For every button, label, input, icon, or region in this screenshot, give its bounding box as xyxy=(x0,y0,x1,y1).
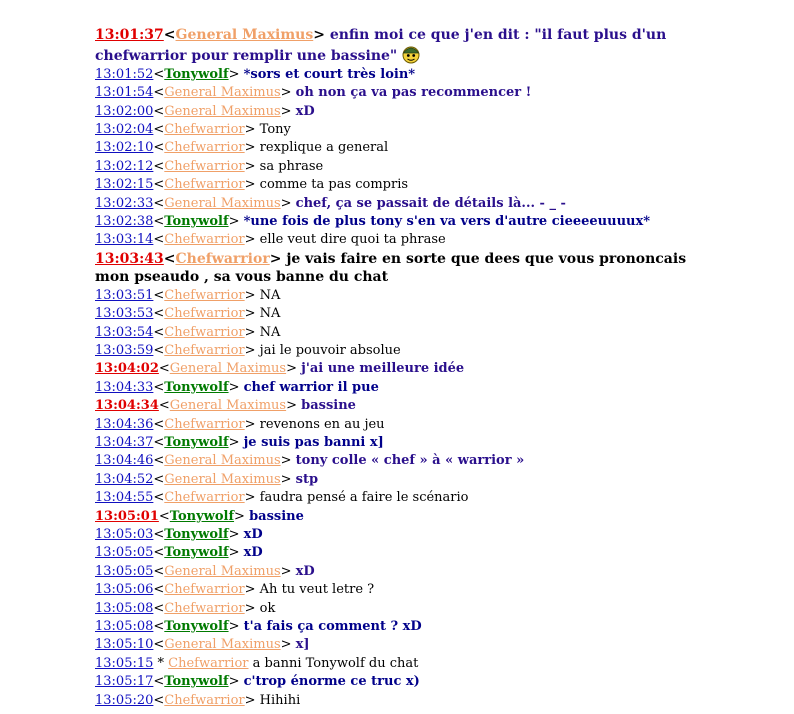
message-timestamp[interactable]: 13:04:52 xyxy=(95,471,154,487)
chat-message: 13:02:12<Chefwarrior> sa phrase xyxy=(95,158,324,174)
chat-message: 13:01:52<Tonywolf> *sors et court très loin* xyxy=(95,66,416,82)
army-helmet-smiley-icon xyxy=(401,44,421,64)
message-timestamp[interactable]: 13:03:59 xyxy=(95,342,154,358)
message-text: oh non ça va pas recommencer ! xyxy=(295,85,532,101)
message-nick[interactable]: General Maximus xyxy=(169,398,287,414)
message-text: rexplique a general xyxy=(259,140,389,156)
message-timestamp[interactable]: 13:05:15 xyxy=(95,655,154,671)
chat-message: 13:04:55<Chefwarrior> faudra pensé a faire le scénario xyxy=(95,490,469,506)
message-nick[interactable]: Chefwarrior xyxy=(164,287,245,303)
message-nick[interactable]: General Maximus xyxy=(164,103,281,119)
message-nick[interactable]: Tonywolf xyxy=(164,674,229,690)
message-nick[interactable]: General Maximus xyxy=(169,361,287,377)
message-nick[interactable]: General Maximus xyxy=(164,195,281,211)
message-timestamp[interactable]: 13:04:55 xyxy=(95,490,154,506)
chat-message: 13:04:02<General Maximus> j'ai une meilleure idée xyxy=(95,361,465,377)
chat-message: 13:05:08<Chefwarrior> ok xyxy=(95,600,276,616)
message-timestamp[interactable]: 13:01:37 xyxy=(95,27,164,43)
chat-message: 13:05:08<Tonywolf> t'a fais ça comment ? xD xyxy=(95,619,422,634)
chat-message: 13:04:37<Tonywolf> je suis pas banni x] xyxy=(95,434,384,450)
message-nick[interactable]: Chefwarrior xyxy=(164,416,245,432)
message-nick[interactable]: General Maximus xyxy=(164,471,281,487)
message-timestamp[interactable]: 13:05:03 xyxy=(95,526,154,542)
chat-message: 13:02:00<General Maximus> xD xyxy=(95,103,315,119)
message-timestamp[interactable]: 13:01:52 xyxy=(95,66,154,82)
chat-message: 13:01:54<General Maximus> oh non ça va pas recommencer ! xyxy=(95,85,532,101)
chat-message: 13:04:34<General Maximus> bassine xyxy=(95,398,356,414)
message-text: jai le pouvoir absolue xyxy=(259,342,401,358)
message-nick[interactable]: General Maximus xyxy=(164,85,281,101)
message-timestamp[interactable]: 13:02:10 xyxy=(95,140,154,156)
chat-message: 13:05:05<Tonywolf> xD xyxy=(95,545,263,561)
message-text: tony colle « chef » à « warrior » xyxy=(295,453,525,469)
message-text: t'a fais ça comment ? xD xyxy=(243,619,422,634)
message-nick[interactable]: Chefwarrior xyxy=(164,582,245,598)
message-text: Tony xyxy=(259,122,291,138)
message-text: comme ta pas compris xyxy=(259,177,409,193)
message-nick[interactable]: Chefwarrior xyxy=(164,232,245,248)
message-timestamp[interactable]: 13:02:15 xyxy=(95,177,154,193)
message-nick[interactable]: Chefwarrior xyxy=(175,250,270,267)
chat-message: 13:02:33<General Maximus> chef, ça se passait de détails là... - _ - xyxy=(95,195,566,211)
message-text: Ah tu veut letre ? xyxy=(259,582,375,598)
message-nick[interactable]: Chefwarrior xyxy=(164,306,245,322)
message-timestamp[interactable]: 13:05:05 xyxy=(95,545,154,561)
message-nick[interactable]: Chefwarrior xyxy=(164,140,245,156)
message-text: xD xyxy=(243,545,263,561)
message-timestamp[interactable]: 13:02:12 xyxy=(95,158,154,174)
message-timestamp[interactable]: 13:03:14 xyxy=(95,232,154,248)
message-timestamp[interactable]: 13:05:20 xyxy=(95,692,154,708)
chat-message: 13:03:54<Chefwarrior> NA xyxy=(95,324,281,340)
message-text: bassine xyxy=(249,508,304,524)
message-text: faudra pensé a faire le scénario xyxy=(259,490,469,506)
message-timestamp[interactable]: 13:03:54 xyxy=(95,324,154,340)
chat-message: 13:03:51<Chefwarrior> NA xyxy=(95,287,281,303)
message-text: ok xyxy=(259,600,276,616)
message-text: NA xyxy=(259,324,281,340)
chat-message: 13:04:36<Chefwarrior> revenons en au jeu xyxy=(95,416,385,432)
chat-message: 13:04:46<General Maximus> tony colle « chef » à « warrior » xyxy=(95,453,525,469)
message-nick[interactable]: Chefwarrior xyxy=(164,600,245,616)
message-nick[interactable]: Chefwarrior xyxy=(164,342,245,358)
message-text: j'ai une meilleure idée xyxy=(301,361,465,377)
message-text: NA xyxy=(259,306,281,322)
message-nick[interactable]: General Maximus xyxy=(164,563,281,579)
message-nick[interactable]: General Maximus xyxy=(175,27,314,43)
message-nick[interactable]: Tonywolf xyxy=(164,619,229,634)
message-text: je suis pas banni x] xyxy=(243,434,384,450)
message-text: xD xyxy=(295,103,315,119)
message-text: chef, ça se passait de détails là... - _ - xyxy=(295,195,566,211)
message-text: a banni Tonywolf du chat xyxy=(252,655,419,671)
chat-message: 13:05:17<Tonywolf> c'trop énorme ce truc x) xyxy=(95,674,420,690)
message-timestamp[interactable]: 13:05:08 xyxy=(95,619,154,634)
message-timestamp[interactable]: 13:04:46 xyxy=(95,453,154,469)
message-timestamp[interactable]: 13:04:33 xyxy=(95,379,154,395)
message-timestamp[interactable]: 13:04:02 xyxy=(95,361,159,377)
message-text: stp xyxy=(295,471,319,487)
message-timestamp[interactable]: 13:02:38 xyxy=(95,214,154,230)
chat-message: 13:02:04<Chefwarrior> Tony xyxy=(95,122,291,138)
message-nick[interactable]: Tonywolf xyxy=(164,214,229,230)
message-timestamp[interactable]: 13:03:53 xyxy=(95,306,154,322)
message-nick[interactable]: Chefwarrior xyxy=(164,122,245,138)
message-nick[interactable]: General Maximus xyxy=(164,453,281,469)
chat-message: 13:05:15 * Chefwarrior a banni Tonywolf du chat xyxy=(95,655,419,671)
message-timestamp[interactable]: 13:04:36 xyxy=(95,416,154,432)
message-timestamp[interactable]: 13:05:06 xyxy=(95,582,154,598)
chat-message: 13:02:15<Chefwarrior> comme ta pas compris xyxy=(95,177,409,193)
message-nick[interactable]: Tonywolf xyxy=(164,434,229,450)
chat-message: 13:03:59<Chefwarrior> jai le pouvoir absolue xyxy=(95,342,401,358)
chat-message: 13:05:06<Chefwarrior> Ah tu veut letre ? xyxy=(95,582,375,598)
message-timestamp[interactable]: 13:04:34 xyxy=(95,398,159,414)
message-timestamp[interactable]: 13:05:08 xyxy=(95,600,154,616)
message-nick[interactable]: Chefwarrior xyxy=(164,177,245,193)
message-nick[interactable]: Tonywolf xyxy=(164,545,229,561)
chat-message: 13:04:52<General Maximus> stp xyxy=(95,471,319,487)
message-text: NA xyxy=(259,287,281,303)
message-timestamp[interactable]: 13:05:17 xyxy=(95,674,154,690)
message-text: *sors et court très loin* xyxy=(243,66,416,82)
message-text: c'trop énorme ce truc x) xyxy=(243,674,420,690)
message-timestamp[interactable]: 13:02:00 xyxy=(95,103,154,119)
message-timestamp[interactable]: 13:05:05 xyxy=(95,563,154,579)
message-nick[interactable]: Chefwarrior xyxy=(164,692,245,708)
message-text: revenons en au jeu xyxy=(259,416,385,432)
message-timestamp[interactable]: 13:04:37 xyxy=(95,434,154,450)
chat-message: 13:05:20<Chefwarrior> Hihihi xyxy=(95,692,301,708)
chat-message: 13:02:38<Tonywolf> *une fois de plus tony s'en va vers d'autre cieeeeuuuux* xyxy=(95,214,651,230)
chat-message: 13:03:53<Chefwarrior> NA xyxy=(95,306,281,322)
message-text: elle veut dire quoi ta phrase xyxy=(259,232,446,248)
message-text: sa phrase xyxy=(259,158,324,174)
message-timestamp[interactable]: 13:05:10 xyxy=(95,637,154,653)
message-nick[interactable]: Tonywolf xyxy=(164,526,229,542)
chat-message: 13:05:01<Tonywolf> bassine xyxy=(95,508,304,524)
message-text: chef warrior il pue xyxy=(243,379,379,395)
chat-message: 13:05:05<General Maximus> xD xyxy=(95,563,315,579)
message-nick[interactable]: Chefwarrior xyxy=(168,655,249,671)
chat-message: 13:05:03<Tonywolf> xD xyxy=(95,526,263,542)
chat-message: 13:04:33<Tonywolf> chef warrior il pue xyxy=(95,379,379,395)
chat-message: 13:02:10<Chefwarrior> rexplique a general xyxy=(95,140,389,156)
message-timestamp[interactable]: 13:05:01 xyxy=(95,508,159,524)
message-nick[interactable]: General Maximus xyxy=(164,637,281,653)
message-text: xD xyxy=(295,563,315,579)
message-timestamp[interactable]: 13:03:43 xyxy=(95,250,164,267)
message-timestamp[interactable]: 13:03:51 xyxy=(95,287,154,303)
message-text: x] xyxy=(295,637,310,653)
message-nick[interactable]: Tonywolf xyxy=(164,66,229,82)
message-text: Hihihi xyxy=(259,692,301,708)
message-nick[interactable]: Tonywolf xyxy=(164,379,229,395)
message-text: *une fois de plus tony s'en va vers d'autre cieeeeuuuux* xyxy=(243,214,651,230)
message-nick[interactable]: Tonywolf xyxy=(169,508,235,524)
message-timestamp[interactable]: 13:02:33 xyxy=(95,195,154,211)
chat-message: 13:05:10<General Maximus> x] xyxy=(95,637,310,653)
chat-message: 13:03:43<Chefwarrior> je vais faire en sorte que dees que vous prononcais mon pseaudo , sa vous banne du chat xyxy=(95,250,687,286)
message-timestamp[interactable]: 13:02:04 xyxy=(95,122,154,138)
message-text: bassine xyxy=(301,398,356,414)
chat-message: 13:01:37<General Maximus> enfin moi ce que j'en dit : "il faut plus d'un chefwarrior pour remplir une bassine" xyxy=(95,27,667,65)
message-text: je vais faire en sorte que dees que vous prononcais mon pseaudo , sa vous banne du chat xyxy=(95,250,687,286)
message-text: enfin moi ce que j'en dit : "il faut plus d'un chefwarrior pour remplir une bassine" xyxy=(95,27,667,65)
message-timestamp[interactable]: 13:01:54 xyxy=(95,85,154,101)
chat-message: 13:03:14<Chefwarrior> elle veut dire quoi ta phrase xyxy=(95,232,446,248)
message-nick[interactable]: Chefwarrior xyxy=(164,490,245,506)
chat-log xyxy=(95,26,695,710)
message-nick[interactable]: Chefwarrior xyxy=(164,158,245,174)
message-text: xD xyxy=(243,526,263,542)
message-nick[interactable]: Chefwarrior xyxy=(164,324,245,340)
